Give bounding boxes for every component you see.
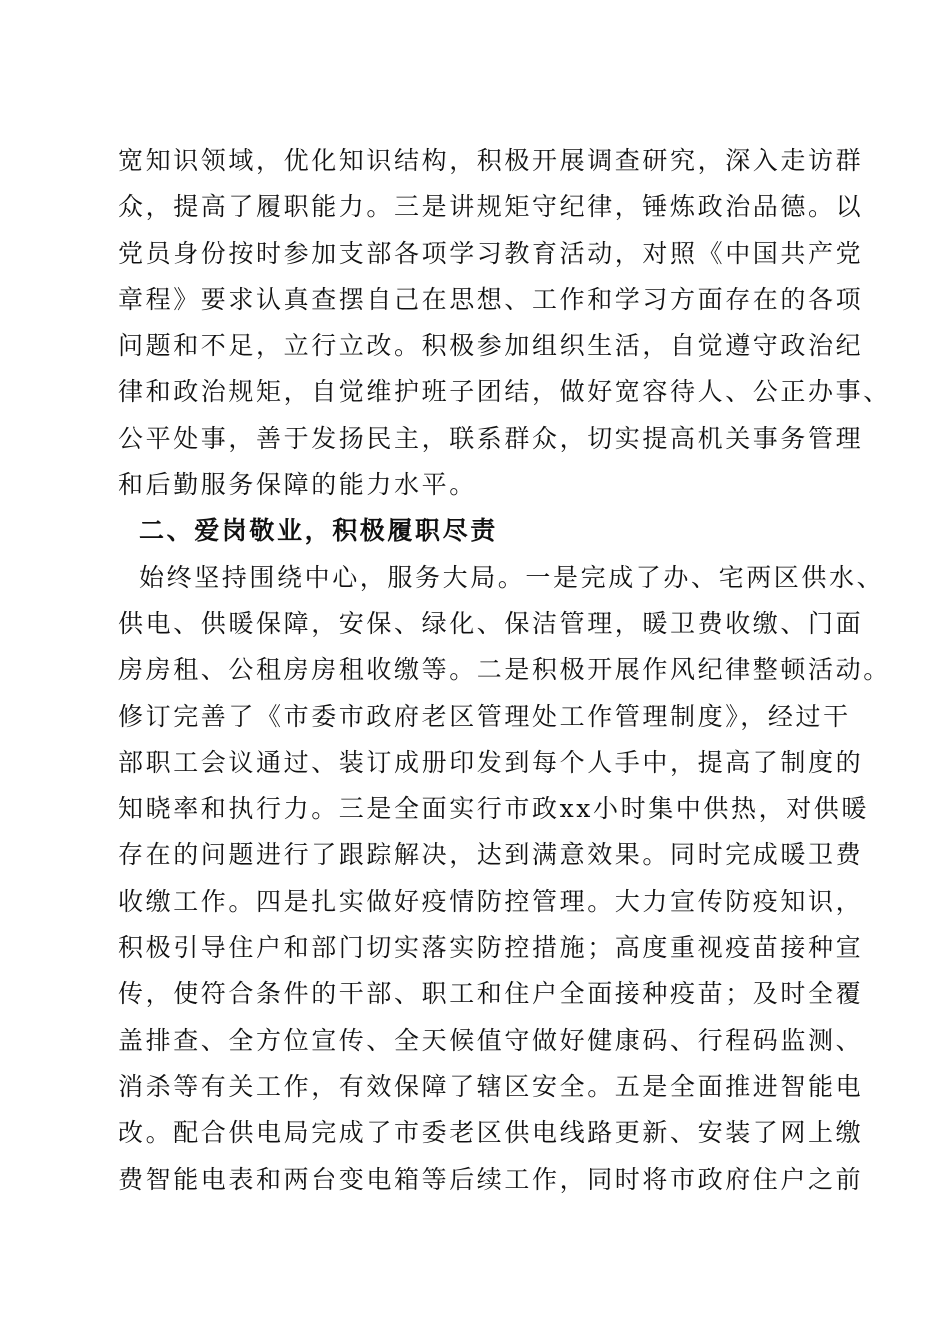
paragraph-line: 律和政治规矩，自觉维护班子团结，做好宽容待人、公正办事、	[118, 377, 891, 407]
paragraph-line: 公平处事，善于发扬民主，联系群众，切实提高机关事务管理	[118, 423, 864, 453]
paragraph-line: 修订完善了《市委市政府老区管理处工作管理制度》，经过干	[118, 701, 851, 731]
paragraph-line: 收缴工作。四是扎实做好疫情防控管理。大力宣传防疫知识，	[118, 886, 864, 916]
paragraph-line: 党员身份按时参加支部各项学习教育活动，对照《中国共产党	[118, 238, 864, 268]
document-body	[118, 138, 891, 1203]
paragraph-line: 消杀等有关工作，有效保障了辖区安全。五是全面推进智能电	[118, 1071, 864, 1101]
paragraph-line: 部职工会议通过、装订成册印发到每个人手中，提高了制度的	[118, 747, 864, 777]
paragraph-line: 始终坚持围绕中心，服务大局。一是完成了办、宅两区供水、	[139, 562, 885, 592]
paragraph-line: 知晓率和执行力。三是全面实行市政xx小时集中供热，对供暖	[118, 794, 870, 824]
paragraph-line: 盖排查、全方位宣传、全天候值守做好健康码、行程码监测、	[118, 1025, 864, 1055]
paragraph-line: 供电、供暖保障，安保、绿化、保洁管理，暖卫费收缴、门面	[118, 608, 864, 638]
paragraph-line: 众，提高了履职能力。三是讲规矩守纪律，锤炼政治品德。以	[118, 192, 864, 222]
paragraph-line: 存在的问题进行了跟踪解决，达到满意效果。同时完成暖卫费	[118, 840, 864, 870]
paragraph-line: 改。配合供电局完成了市委老区供电线路更新、安装了网上缴	[118, 1118, 864, 1148]
paragraph-line: 积极引导住户和部门切实落实防控措施；高度重视疫苗接种宣	[118, 933, 864, 963]
section-heading: 二、爱岗敬业，积极履职尽责	[139, 516, 498, 546]
paragraph-line: 房房租、公租房房租收缴等。二是积极开展作风纪律整顿活动。	[118, 655, 891, 685]
paragraph-line: 章程》要求认真查摆自己在思想、工作和学习方面存在的各项	[118, 284, 864, 314]
paragraph-line: 宽知识领域，优化知识结构，积极开展调查研究，深入走访群	[118, 146, 864, 175]
paragraph-line: 传，使符合条件的干部、职工和住户全面接种疫苗；及时全覆	[118, 979, 864, 1009]
paragraph-line: 问题和不足，立行立改。积极参加组织生活，自觉遵守政治纪	[118, 331, 864, 361]
paragraph-line: 费智能电表和两台变电箱等后续工作，同时将市政府住户之前	[118, 1164, 864, 1194]
paragraph-line: 和后勤服务保障的能力水平。	[118, 470, 477, 500]
